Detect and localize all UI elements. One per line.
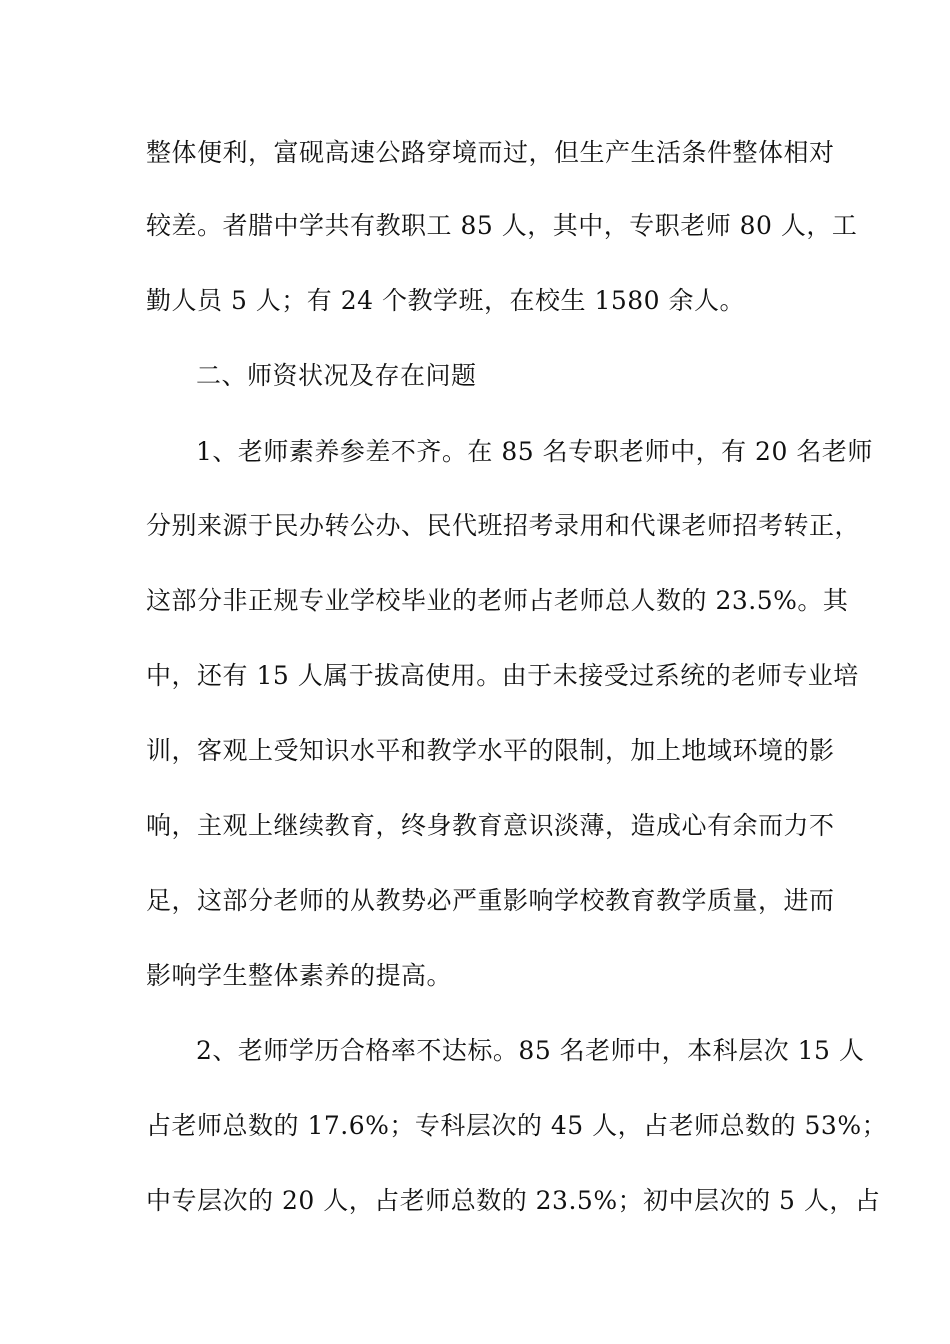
section-heading: 二、师资状况及存在问题 [196, 361, 477, 390]
paragraph-line: 1、老师素养参差不齐。在 85 名专职老师中，有 20 名老师 [196, 437, 873, 466]
paragraph-line: 2、老师学历合格率不达标。85 名老师中，本科层次 15 人 [196, 1036, 865, 1065]
paragraph-line: 勤人员 5 人；有 24 个教学班，在校生 1580 余人。 [146, 286, 746, 315]
paragraph-line: 这部分非正规专业学校毕业的老师占老师总人数的 23.5%。其 [146, 586, 849, 615]
paragraph-line: 较差。者腊中学共有教职工 85 人，其中，专职老师 80 人，工 [146, 211, 858, 240]
paragraph-line: 响，主观上继续教育，终身教育意识淡薄，造成心有余而力不 [146, 811, 835, 840]
paragraph-line: 训，客观上受知识水平和教学水平的限制，加上地域环境的影 [146, 736, 835, 765]
paragraph-line: 整体便利，富砚高速公路穿境而过，但生产生活条件整体相对 [146, 138, 835, 167]
paragraph-line: 占老师总数的 17.6%；专科层次的 45 人，占老师总数的 53%； [146, 1111, 888, 1140]
paragraph-line: 足，这部分老师的从教势必严重影响学校教育教学质量，进而 [146, 886, 835, 915]
paragraph-line: 中专层次的 20 人，占老师总数的 23.5%；初中层次的 5 人，占 [146, 1186, 881, 1215]
paragraph-line: 影响学生整体素养的提高。 [146, 961, 453, 990]
paragraph-line: 中，还有 15 人属于拔高使用。由于未接受过系统的老师专业培 [146, 661, 859, 690]
paragraph-line: 分别来源于民办转公办、民代班招考录用和代课老师招考转正， [146, 511, 861, 540]
